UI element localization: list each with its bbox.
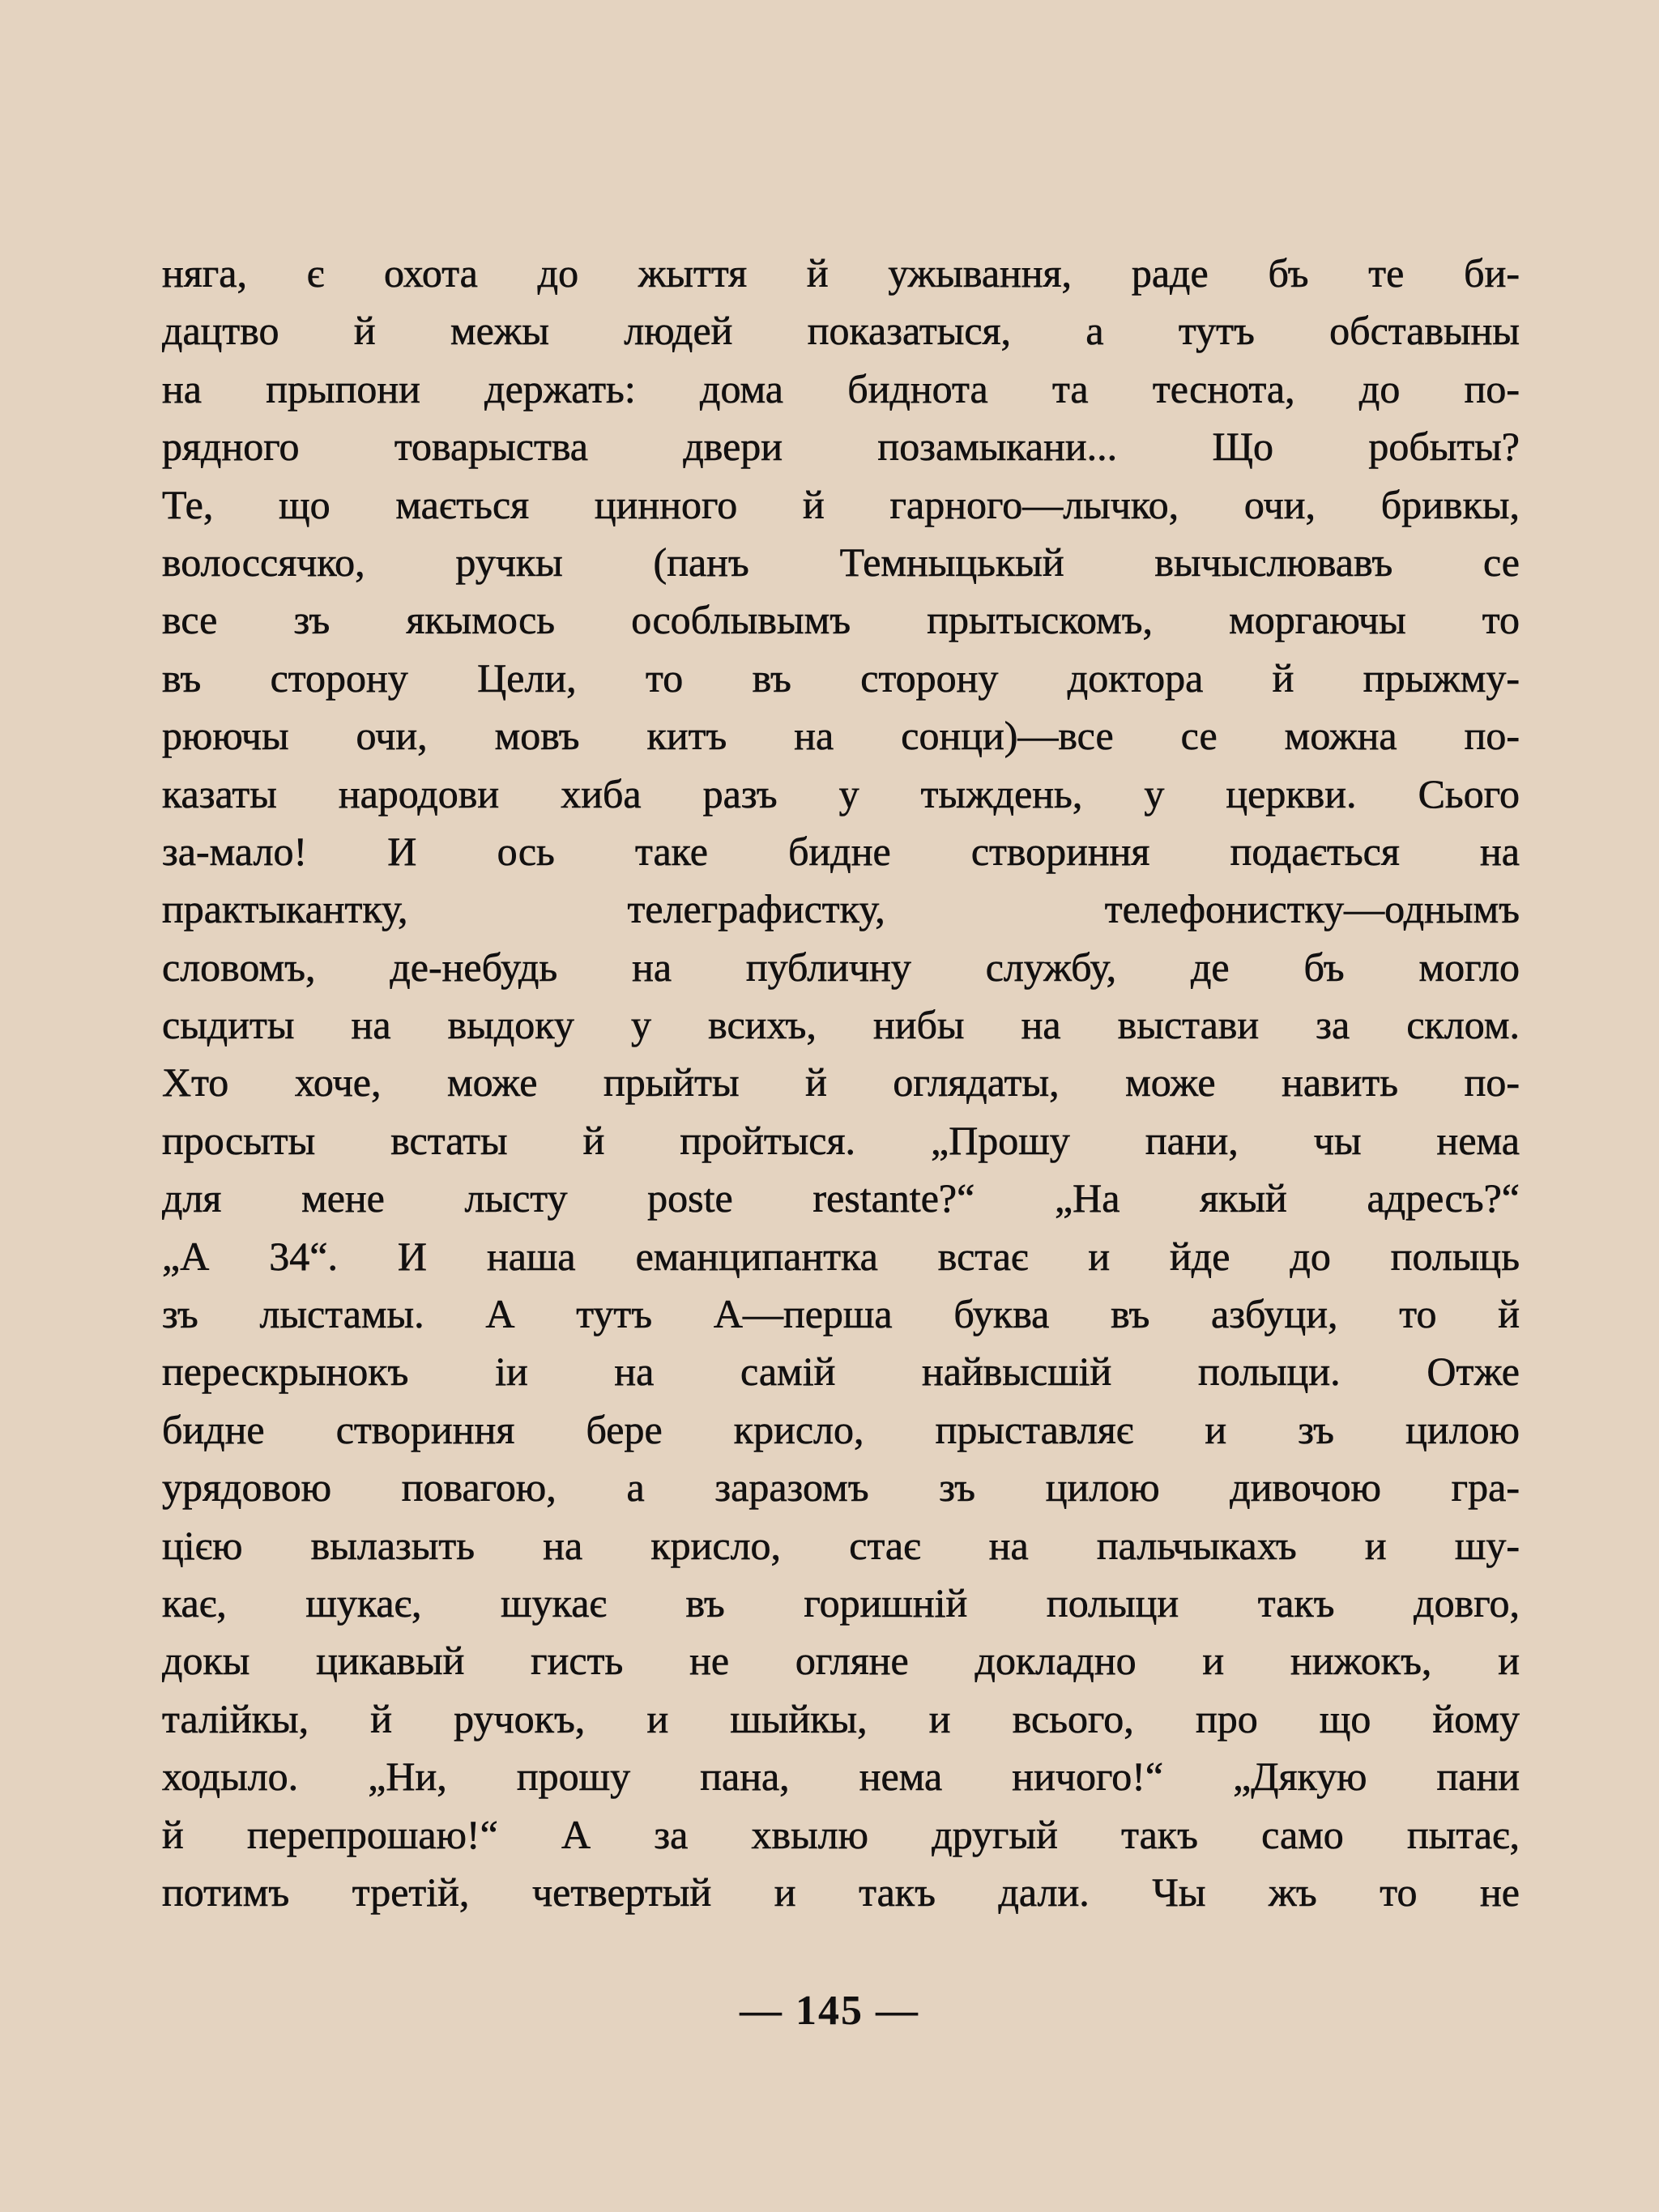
page-number: — 145 — <box>740 1988 919 2034</box>
text-line: няга, є охота до жыття й ужывання, раде бъ те би- <box>162 250 1520 296</box>
text-line: сыдиты на выдоку у всихъ, нибы на выстави за склом. <box>162 1002 1520 1048</box>
text-line: докы цикавый гисть не огляне докладно и нижокъ, и <box>162 1638 1520 1684</box>
text-line: словомъ, де-небудь на публичну службу, де бъ могло <box>162 944 1520 990</box>
text-line: Те, що мається цинного й гарного—лычко, очи, бривкы, <box>162 481 1520 527</box>
text-line: ходыло. „Ни, прошу пана, нема ничого!“ „Дякую пани <box>162 1754 1520 1800</box>
text-line: дацтво й межы людей показатыся, а тутъ обставыны <box>162 308 1520 354</box>
text-line: кає, шукає, шукає въ горишній полыци такъ довго, <box>162 1579 1520 1626</box>
text-line: практыкантку, телеграфистку, телефонистку—однымъ <box>162 886 1520 932</box>
text-line: для мене лысту poste restante?“ „На якый адресъ?“ <box>162 1175 1520 1221</box>
body-text <box>162 245 1520 1921</box>
text-line: рядного товарыства двери позамыкани... Що робыты? <box>162 424 1520 470</box>
text-line: „А 34“. И наша еманципантка встає и йде до полыць <box>162 1233 1520 1279</box>
text-line: волоссячко, ручкы (панъ Темныцькый вычыслювавъ се <box>162 539 1520 585</box>
text-line: талійкы, й ручокъ, и шыйкы, и всього, про що йому <box>162 1695 1520 1741</box>
text-line: зъ лыстамы. А тутъ А—перша буква въ азбуци, то й <box>162 1291 1520 1337</box>
text-line: урядовою повагою, а заразомъ зъ цилою дивочою гра- <box>162 1464 1520 1511</box>
text-line: бидне створиння бере крисло, прыставляє и зъ цилою <box>162 1406 1520 1452</box>
text-line: рюючы очи, мовъ китъ на сонци)—все се можна по- <box>162 713 1520 759</box>
text-line: Хто хоче, може прыйты й оглядаты, може навить по- <box>162 1059 1520 1106</box>
text-line: на прыпони держать: дома биднота та теснота, до по- <box>162 365 1520 411</box>
text-line: все зъ якымось особлывымъ прытыскомъ, моргаючы то <box>162 597 1520 643</box>
text-line: казаты народови хиба разъ у тыждень, у церкви. Сього <box>162 770 1520 816</box>
text-line: въ сторону Цели, то въ сторону доктора й прыжму- <box>162 654 1520 701</box>
text-line: просыты встаты й пройтыся. „Прошу пани, чы нема <box>162 1117 1520 1163</box>
text-line: перескрынокъ іи на самій найвысшій полыци. Отже <box>162 1349 1520 1395</box>
text-line: за-мало! И ось таке бидне створиння подається на <box>162 828 1520 874</box>
text-line: потимъ третій, четвертый и такъ дали. Чы жъ то не <box>162 1869 1520 1915</box>
text-line: цією вылазыть на крисло, стає на пальчыкахъ и шу- <box>162 1522 1520 1568</box>
text-line: й перепрошаю!“ А за хвылю другый такъ само пытає, <box>162 1811 1520 1857</box>
